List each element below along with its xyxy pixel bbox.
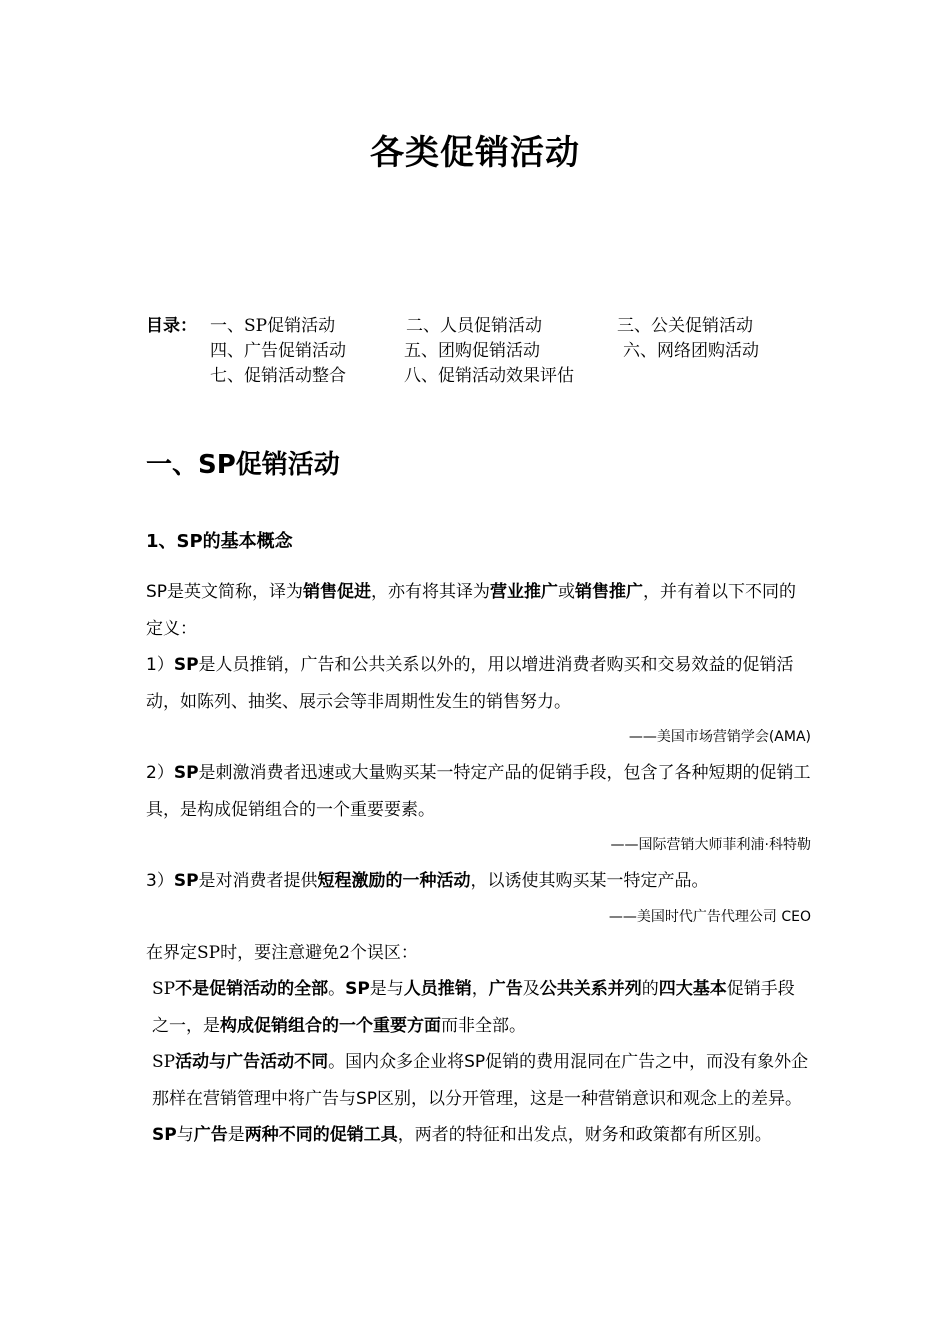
toc-label: 目录： (146, 316, 197, 336)
definition-3: 3）SP是对消费者提供短程激励的一种活动，以诱使其购买某一特定产品。 (146, 871, 709, 891)
misconception-2: SP活动与广告活动不同。国内众多企业将SP促销的费用混同在广告之中，而没有象外企那样在营销管理中将广告与SP区别，以分开管理，这是一种营销意识和观念上的差异。SP与广告是两种不同的促销工具，两者的特征和出发点，财务和政策都有所区别。 (152, 1052, 809, 1145)
body-text (146, 574, 811, 1154)
definition-2-source: ——国际营销大师菲利浦·科特勒 (610, 837, 811, 853)
toc-item[interactable]: 八、促销活动效果评估 (404, 366, 574, 386)
toc-item[interactable]: 七、促销活动整合 (210, 366, 346, 386)
toc-item[interactable]: 三、公关促销活动 (617, 316, 753, 336)
document-title: 各类促销活动 (370, 133, 580, 173)
intro-paragraph: SP是英文简称，译为销售促进，亦有将其译为营业推广或销售推广，并有着以下不同的定义： (146, 582, 797, 639)
toc-item[interactable]: 四、广告促销活动 (210, 341, 346, 361)
toc-item[interactable]: 一、SP促销活动 (210, 316, 336, 336)
misconception-note: 在界定SP时，要注意避免2个误区： (146, 942, 418, 963)
definition-1-source: ——美国市场营销学会(AMA) (628, 729, 811, 745)
definition-2: 2）SP是刺激消费者迅速或大量购买某一特定产品的促销手段，包含了各种短期的促销工具，是构成促销组合的一个重要要素。 (146, 763, 811, 820)
section-heading: 一、SP促销活动 (146, 450, 340, 480)
subsection-heading: 1、SP的基本概念 (146, 531, 293, 552)
definition-1: 1）SP是人员推销，广告和公共关系以外的，用以增进消费者购买和交易效益的促销活动，如陈列、抽奖、展示会等非周期性发生的销售努力。 (146, 655, 794, 712)
toc-item[interactable]: 五、团购促销活动 (404, 341, 540, 361)
misconception-1: SP不是促销活动的全部。SP是与人员推销，广告及公共关系并列的四大基本促销手段之一，是构成促销组合的一个重要方面而非全部。 (152, 979, 795, 1036)
definition-3-source: ——美国时代广告代理公司 CEO (608, 908, 811, 925)
toc-item[interactable]: 六、网络团购活动 (623, 341, 759, 361)
toc-item[interactable]: 二、人员促销活动 (406, 316, 542, 336)
